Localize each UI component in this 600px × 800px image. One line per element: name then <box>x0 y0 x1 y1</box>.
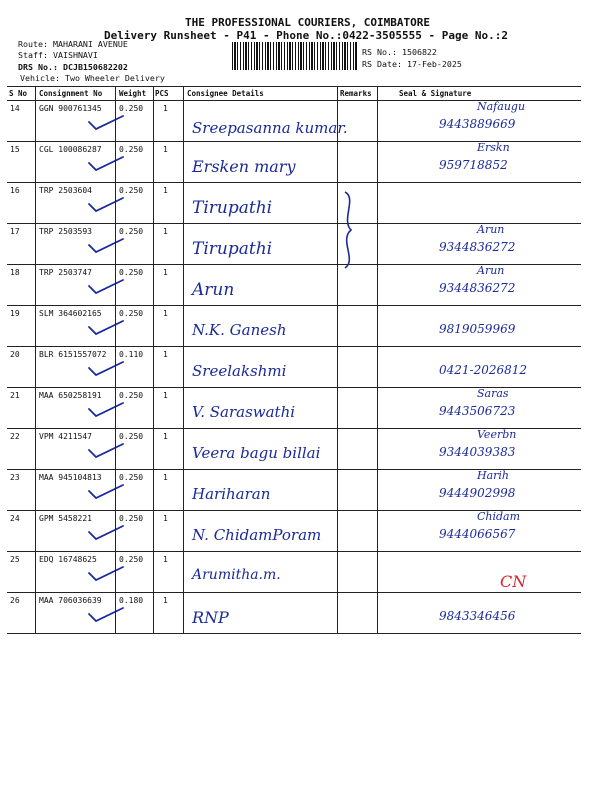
row-consignment: SLM 364602165 <box>39 309 102 318</box>
row-weight: 0.180 <box>119 596 144 605</box>
column-divider <box>115 86 116 633</box>
row-pcs: 1 <box>163 268 168 277</box>
column-divider <box>337 86 338 633</box>
table-row <box>7 182 581 224</box>
row-consignee: Sreepasanna kumar. <box>192 119 348 137</box>
row-weight: 0.250 <box>119 555 144 564</box>
table-row <box>7 551 581 593</box>
row-consignment: TRP 2503593 <box>39 227 92 236</box>
row-signature-phone: 9344039383 <box>439 445 516 459</box>
check-icon <box>87 194 127 216</box>
col-remarks: Remarks <box>340 89 372 98</box>
staff-label: Staff: VAISHNAVI <box>18 50 98 60</box>
row-weight: 0.110 <box>119 350 144 359</box>
row-consignment: MAA 945104813 <box>39 473 102 482</box>
table-row <box>7 346 581 388</box>
check-icon <box>87 235 127 257</box>
row-pcs: 1 <box>163 555 168 564</box>
row-signature-name: Harih <box>477 469 510 482</box>
row-weight: 0.250 <box>119 145 144 154</box>
check-icon <box>87 399 127 421</box>
row-pcs: 1 <box>163 473 168 482</box>
barcode <box>232 42 357 70</box>
row-pcs: 1 <box>163 350 168 359</box>
row-sno: 25 <box>10 555 20 564</box>
row-weight: 0.250 <box>119 391 144 400</box>
row-weight: 0.250 <box>119 104 144 113</box>
row-pcs: 1 <box>163 186 168 195</box>
table-row <box>7 100 581 142</box>
row-weight: 0.250 <box>119 227 144 236</box>
row-weight: 0.250 <box>119 309 144 318</box>
row-consignee: Hariharan <box>192 485 271 503</box>
row-pcs: 1 <box>163 309 168 318</box>
row-consignee: Arun <box>192 280 235 300</box>
row-signature-phone: 9843346456 <box>439 609 516 623</box>
row-sno: 14 <box>10 104 20 113</box>
row-signature-phone: 9443506723 <box>439 404 516 418</box>
col-weight: Weight <box>119 89 147 98</box>
row-consignment: GGN 900761345 <box>39 104 102 113</box>
row-signature-phone: 9344836272 <box>439 281 516 295</box>
row-signature-name: Arun <box>477 264 505 277</box>
row-signature-phone: 0421-2026812 <box>439 363 528 377</box>
row-sno: 18 <box>10 268 20 277</box>
row-signature-name: Chidam <box>477 510 521 523</box>
check-icon <box>87 481 127 503</box>
row-sno: 21 <box>10 391 20 400</box>
table-header <box>7 86 581 101</box>
row-pcs: 1 <box>163 104 168 113</box>
row-sno: 15 <box>10 145 20 154</box>
check-icon <box>87 276 127 298</box>
column-divider <box>153 86 154 633</box>
table-row <box>7 387 581 429</box>
row-consignee: Arumitha.m. <box>192 567 281 583</box>
check-icon <box>87 604 127 626</box>
row-pcs: 1 <box>163 596 168 605</box>
row-pcs: 1 <box>163 514 168 523</box>
row-consignee: Ersken mary <box>192 157 296 176</box>
row-pcs: 1 <box>163 227 168 236</box>
row-consignment: MAA 706036639 <box>39 596 102 605</box>
row-consignment: TRP 2503747 <box>39 268 92 277</box>
check-icon <box>87 153 127 175</box>
row-consignee: V. Saraswathi <box>192 403 296 421</box>
check-icon <box>87 358 127 380</box>
table-row <box>7 469 581 511</box>
rs-date: RS Date: 17-Feb-2025 <box>362 59 462 69</box>
row-weight: 0.250 <box>119 186 144 195</box>
red-mark: CN <box>500 572 527 591</box>
row-signature-phone: 959718852 <box>439 158 508 172</box>
row-sno: 26 <box>10 596 20 605</box>
table-row <box>7 141 581 183</box>
brace-mark <box>337 190 367 270</box>
row-pcs: 1 <box>163 145 168 154</box>
col-signature: Seal & Signature <box>399 89 472 98</box>
row-pcs: 1 <box>163 432 168 441</box>
row-weight: 0.250 <box>119 432 144 441</box>
col-consignment: Consignment No <box>39 89 103 98</box>
check-icon <box>87 317 127 339</box>
row-pcs: 1 <box>163 391 168 400</box>
row-signature-phone: 9443889669 <box>439 117 516 131</box>
row-sno: 17 <box>10 227 20 236</box>
col-pcs: PCS <box>155 89 169 98</box>
row-consignee: N.K. Ganesh <box>192 321 287 339</box>
rs-number: RS No.: 1506822 <box>362 47 437 57</box>
row-signature-name: Veerbn <box>477 428 517 441</box>
table-row <box>7 592 581 634</box>
row-consignment: GPM 5458221 <box>39 514 92 523</box>
row-signature-phone: 9819059969 <box>439 322 516 336</box>
row-consignment: TRP 2503604 <box>39 186 92 195</box>
row-consignment: MAA 650258191 <box>39 391 102 400</box>
row-consignee: Tirupathi <box>192 198 273 218</box>
row-sno: 22 <box>10 432 20 441</box>
column-divider <box>35 86 36 633</box>
row-consignment: EDQ 16748625 <box>39 555 97 564</box>
row-signature-name: Arun <box>477 223 505 236</box>
row-signature-name: Nafaugu <box>477 100 526 113</box>
vehicle-label: Vehicle: Two Wheeler Delivery <box>20 73 165 83</box>
runsheet-subtitle: Delivery Runsheet - P41 - Phone No.:0422-3505555 - Page No.:2 <box>104 29 508 42</box>
row-weight: 0.250 <box>119 514 144 523</box>
row-sno: 16 <box>10 186 20 195</box>
row-consignee: Veera bagu billai <box>192 444 321 462</box>
row-consignee: Tirupathi <box>192 239 273 259</box>
table-row <box>7 510 581 552</box>
row-consignee: N. ChidamPoram <box>192 526 322 544</box>
row-sno: 23 <box>10 473 20 482</box>
col-sno: S No <box>9 89 28 98</box>
row-sno: 24 <box>10 514 20 523</box>
runsheet-title: THE PROFESSIONAL COURIERS, COIMBATORE <box>185 16 431 29</box>
route-label: Route: MAHARANI AVENUE <box>18 39 128 49</box>
drs-number: DRS No.: DCJB150682202 <box>18 62 128 72</box>
table-row <box>7 428 581 470</box>
column-divider <box>183 86 184 633</box>
row-signature-name: Saras <box>477 387 509 400</box>
row-consignee: RNP <box>192 608 229 627</box>
row-signature-name: Erskn <box>477 141 510 154</box>
column-divider <box>377 86 378 633</box>
check-icon <box>87 112 127 134</box>
table-row <box>7 223 581 265</box>
check-icon <box>87 440 127 462</box>
row-signature-phone: 9344836272 <box>439 240 516 254</box>
table-row <box>7 305 581 347</box>
col-consignee: Consignee Details <box>187 89 264 98</box>
row-weight: 0.250 <box>119 473 144 482</box>
row-consignment: CGL 100086287 <box>39 145 102 154</box>
check-icon <box>87 563 127 585</box>
check-icon <box>87 522 127 544</box>
row-consignment: BLR 6151557072 <box>39 350 107 359</box>
row-consignment: VPM 4211547 <box>39 432 92 441</box>
row-sno: 19 <box>10 309 20 318</box>
row-consignee: Sreelakshmi <box>192 362 287 380</box>
row-signature-phone: 9444902998 <box>439 486 516 500</box>
row-sno: 20 <box>10 350 20 359</box>
table-row <box>7 264 581 306</box>
row-weight: 0.250 <box>119 268 144 277</box>
row-signature-phone: 9444066567 <box>439 527 516 541</box>
